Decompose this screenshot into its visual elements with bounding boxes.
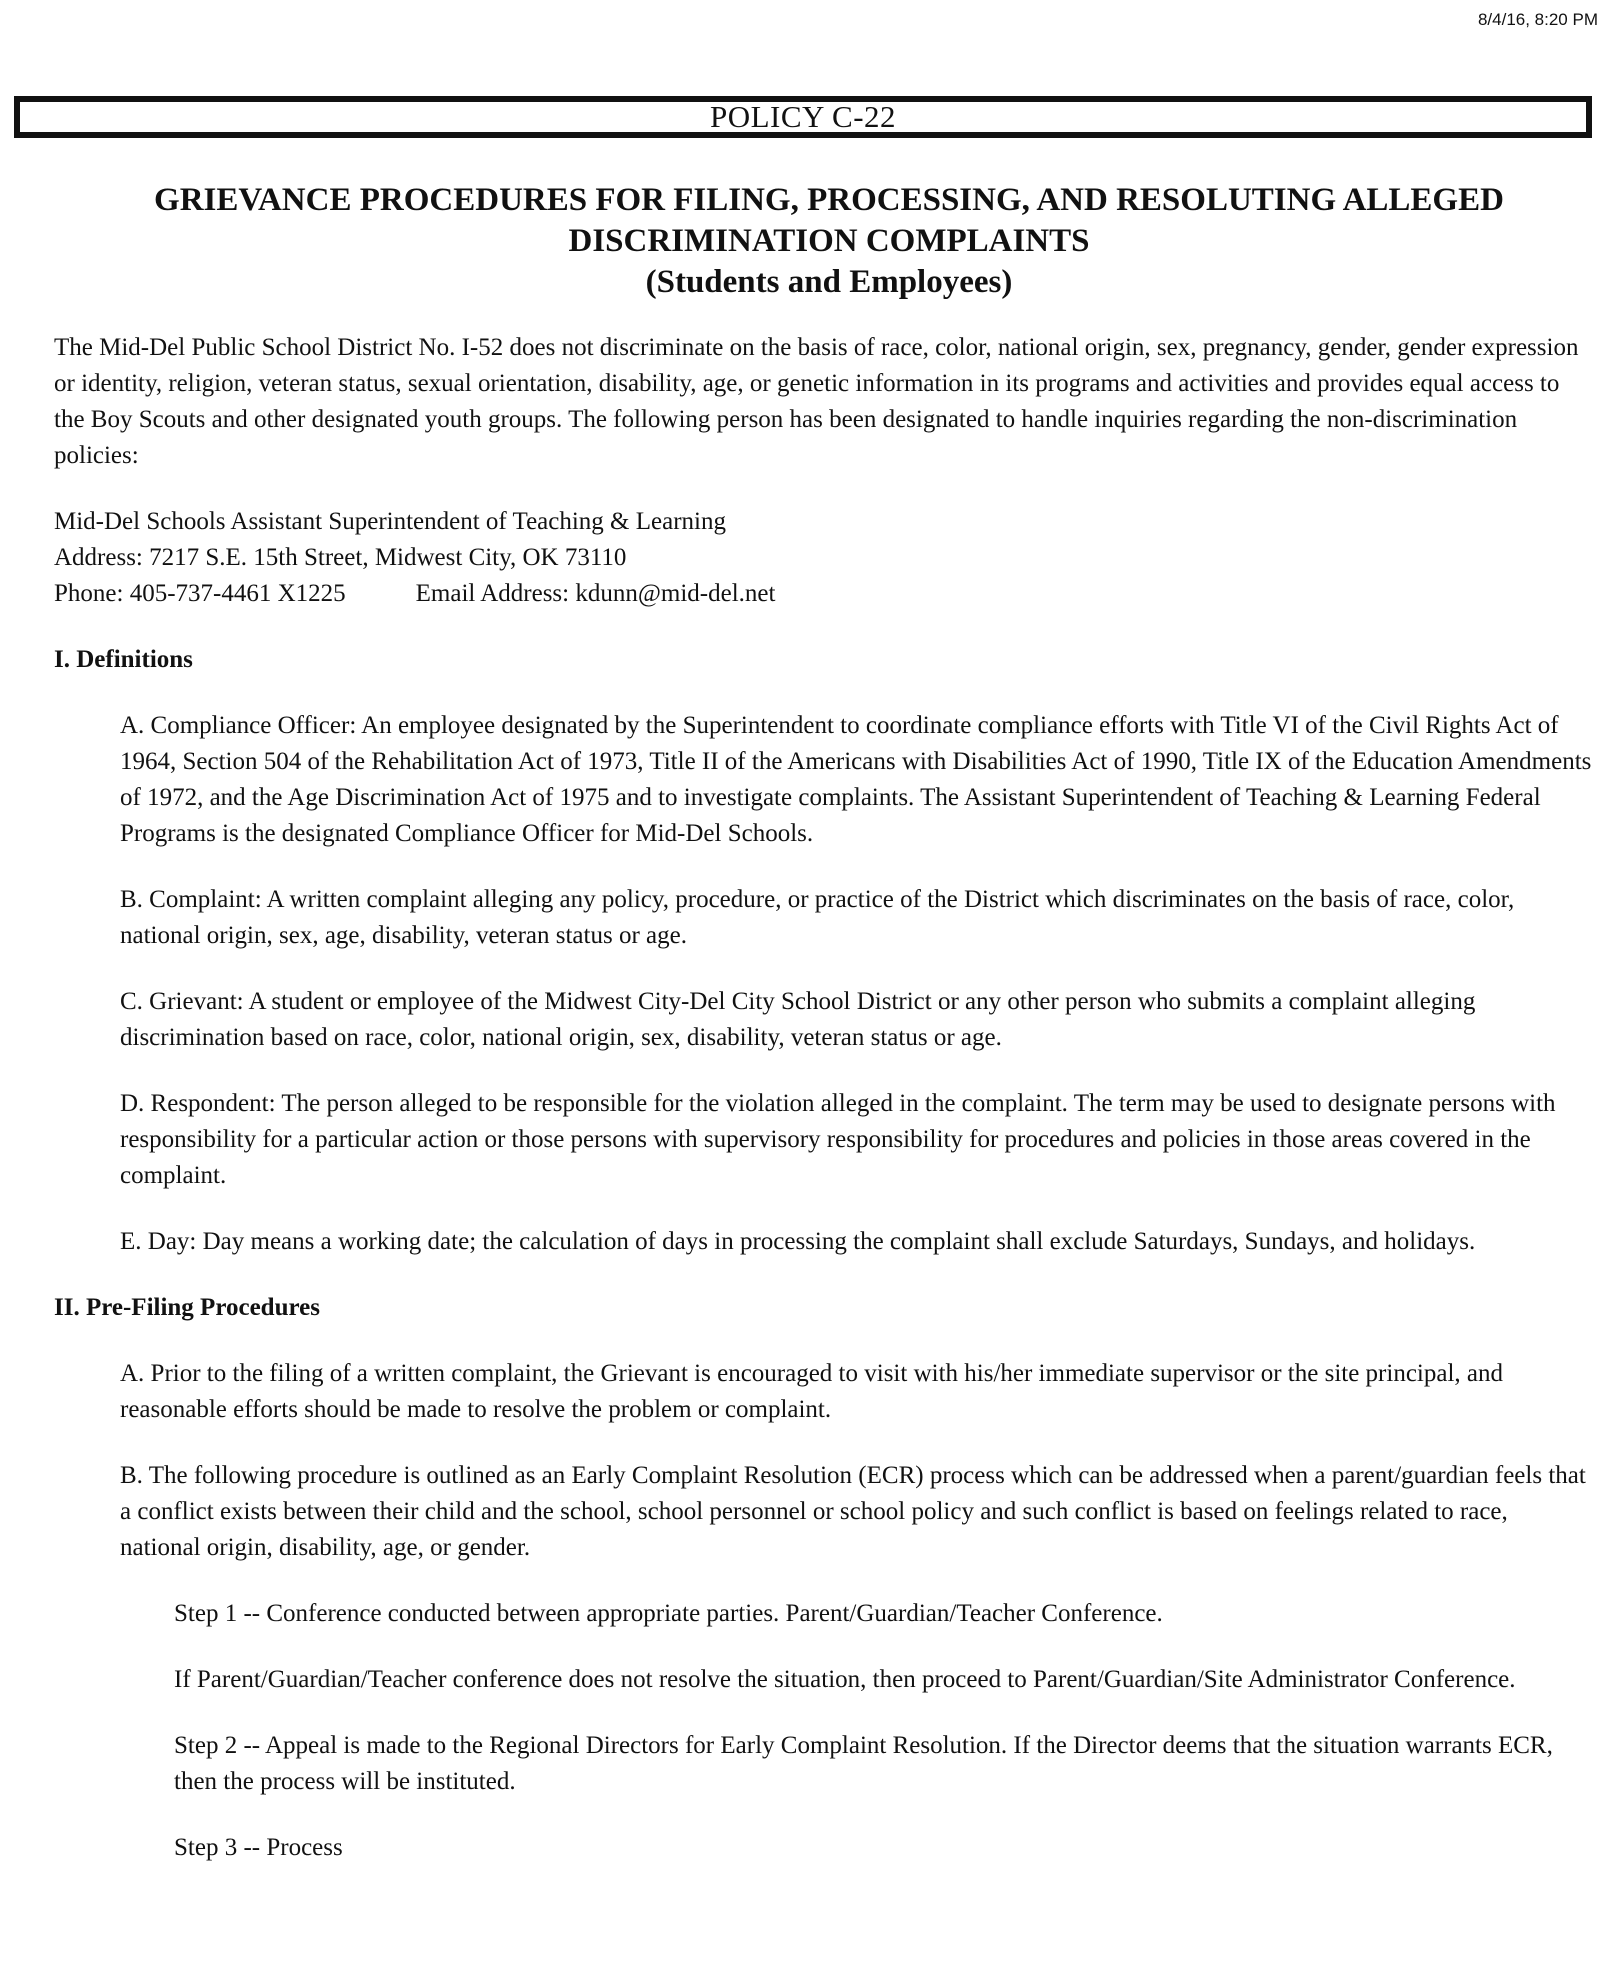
intro-paragraph: The Mid-Del Public School District No. I-52 does not discriminate on the basis of race, color, national origin, sex, pregnancy, gender, gender expression or identity, religion, veteran status, sexual orientation, disability, age, or genetic information in its programs and activities and provides equal access to the Boy Scouts and other designated youth groups. The following person has been designated to handle inquiries regarding the non-discrimination policies: — [54, 334, 1579, 469]
title-line-3: (Students and Employees) — [645, 264, 1013, 300]
document-title — [30, 180, 1618, 303]
print-timestamp: 8/4/16, 8:20 PM — [1477, 10, 1598, 29]
ecr-step-1-followup: If Parent/Guardian/Teacher conference does not resolve the situation, then proceed to Parent/Guardian/Site Administrator Conference. — [174, 1666, 1516, 1693]
definition-compliance-officer: A. Compliance Officer: An employee designated by the Superintendent to coordinate compliance efforts with Title VI of the Civil Rights Act of 1964, Section 504 of the Rehabilitation Act of 1973, Title II of the Americans with Disabilities Act of 1990, Title IX of the Education Amendments of 1972, and the Age Discrimination Act of 1975 and to investigate complaints. The Assistant Superintendent of Teaching & Learning Federal Programs is the designated Compliance Officer for Mid-Del Schools. — [120, 712, 1592, 847]
contact-email: Email Address: kdunn@mid-del.net — [415, 580, 776, 607]
contact-block — [54, 504, 1594, 612]
ecr-step-2: Step 2 -- Appeal is made to the Regional Directors for Early Complaint Resolution. If the Director deems that the situation warrants ECR, then the process will be instituted. — [174, 1732, 1553, 1795]
definition-complaint: B. Complaint: A written complaint alleging any policy, procedure, or practice of the District which discriminates on the basis of race, color, national origin, sex, age, disability, veteran status or age. — [120, 886, 1515, 949]
definition-grievant: C. Grievant: A student or employee of the Midwest City-Del City School District or any other person who submits a complaint alleging discrimination based on race, color, national origin, sex, disability, veteran status or age. — [120, 988, 1476, 1051]
ecr-step-3: Step 3 -- Process — [174, 1834, 343, 1861]
contact-title: Mid-Del Schools Assistant Superintendent of Teaching & Learning — [54, 508, 726, 535]
definition-day: E. Day: Day means a working date; the calculation of days in processing the complaint shall exclude Saturdays, Sundays, and holidays. — [120, 1228, 1476, 1255]
pre-filing-item-b: B. The following procedure is outlined as an Early Complaint Resolution (ECR) process which can be addressed when a parent/guardian feels that a conflict exists between their child and the school, school personnel or school policy and such conflict is based on feelings related to race, national origin, disability, age, or gender. — [120, 1462, 1586, 1561]
policy-label-box — [14, 96, 1592, 138]
title-line-2: DISCRIMINATION COMPLAINTS — [568, 223, 1090, 259]
title-line-1: GRIEVANCE PROCEDURES FOR FILING, PROCESSING, AND RESOLUTING ALLEGED — [154, 182, 1504, 218]
section-heading-definitions: I. Definitions — [54, 646, 193, 673]
document-body — [54, 330, 1594, 1896]
contact-address: Address: 7217 S.E. 15th Street, Midwest City, OK 73110 — [54, 544, 627, 571]
policy-label: POLICY C-22 — [709, 99, 897, 134]
pre-filing-item-a: A. Prior to the filing of a written complaint, the Grievant is encouraged to visit with his/her immediate supervisor or the site principal, and reasonable efforts should be made to resolve the problem or complaint. — [120, 1360, 1504, 1423]
contact-phone: Phone: 405-737-4461 X1225 — [54, 580, 346, 607]
ecr-step-1: Step 1 -- Conference conducted between appropriate parties. Parent/Guardian/Teacher Conference. — [174, 1600, 1163, 1627]
definition-respondent: D. Respondent: The person alleged to be responsible for the violation alleged in the complaint. The term may be used to designate persons with responsibility for a particular action or those persons with supervisory responsibility for procedures and policies in those areas covered in the complaint. — [120, 1090, 1556, 1189]
contact-phone-email — [54, 576, 1594, 612]
section-heading-pre-filing: II. Pre-Filing Procedures — [54, 1294, 320, 1321]
